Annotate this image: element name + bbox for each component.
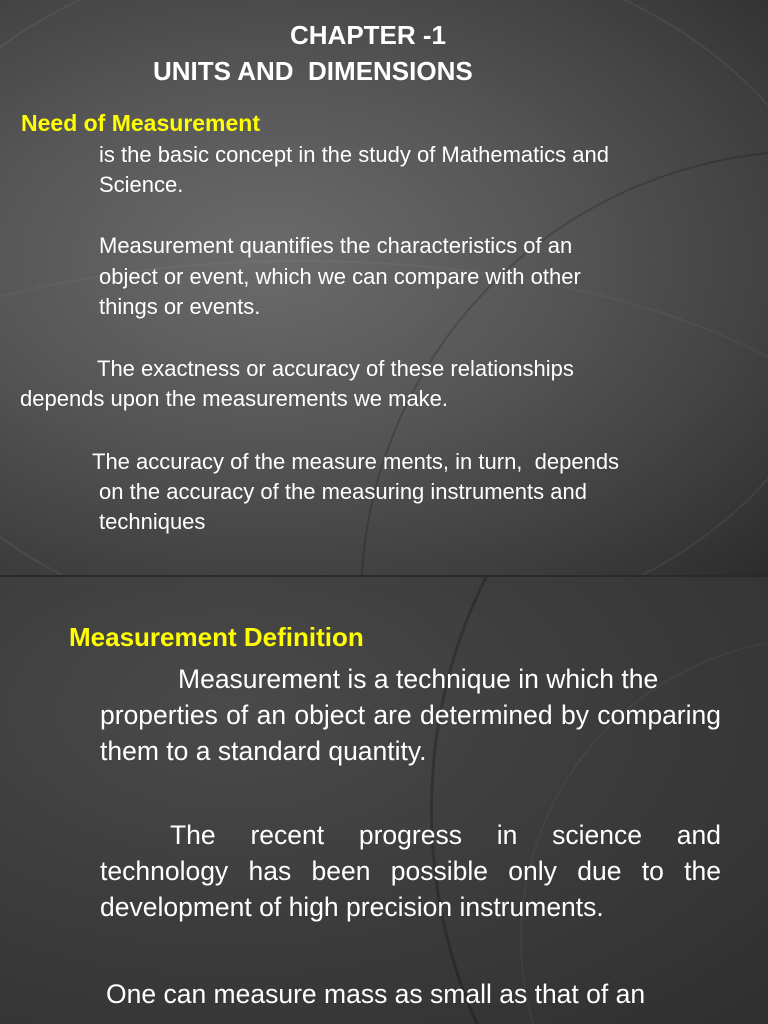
paragraph-first-line: The recent progress in science and: [170, 820, 721, 850]
section-heading-need-of-measurement: Need of Measurement: [21, 110, 261, 136]
text-line: object or event, which we can compare with other: [99, 264, 581, 289]
text-line: on the accuracy of the measuring instruments and: [99, 479, 587, 504]
paragraph-first-line-block: [100, 817, 721, 853]
text-line: techniques: [99, 509, 206, 534]
text-line: Measurement quantifies the characteristics of an: [99, 233, 573, 258]
section-heading-measurement-definition: Measurement Definition: [69, 622, 364, 652]
text-line: Science.: [99, 172, 184, 197]
text-line: things or events.: [99, 294, 261, 319]
text-line: depends upon the measurements we make.: [20, 386, 449, 411]
paragraph-body: technology has been possible only due to the development of high precision instruments.: [100, 856, 721, 922]
justified-line: [100, 817, 721, 853]
text-line: is the basic concept in the study of Mathematics and: [99, 142, 609, 167]
paragraph-body: properties of an object are determined by comparing them to a standard quantity.: [100, 700, 721, 766]
paragraph-first-line: One can measure mass as small as that of an: [106, 979, 646, 1009]
paragraph-first-line: Measurement is a technique in which the: [178, 664, 659, 694]
slide-2: [0, 577, 768, 1024]
chapter-title: CHAPTER -1: [290, 20, 447, 50]
text-line: The exactness or accuracy of these relationships: [97, 356, 574, 381]
chapter-subtitle: UNITS AND DIMENSIONS: [153, 56, 473, 86]
text-line: The accuracy of the measure ments, in turn, depends: [92, 449, 620, 474]
